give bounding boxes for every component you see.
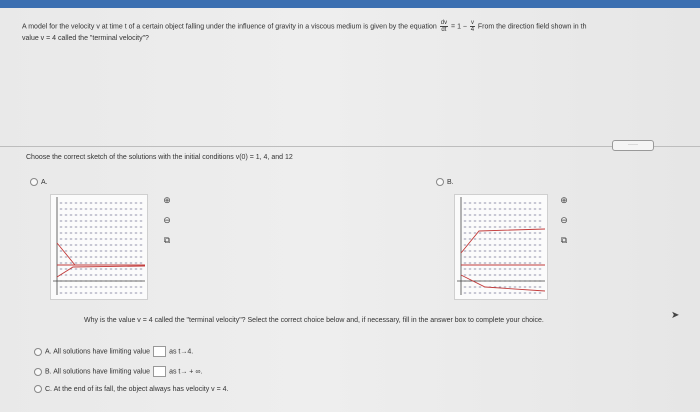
solution-curve-high-a	[57, 243, 145, 265]
question-part2: From the direction field shown in th	[477, 23, 587, 31]
part-b-prompt: Why is the value v = 4 called the "terminal velocity"? Select the correct choice below and, if necessary, fill in the answer box to complete your choice.	[84, 317, 544, 324]
rhs-fraction	[470, 20, 475, 33]
radio-icon[interactable]	[34, 348, 42, 356]
option-b-radio[interactable]	[436, 178, 454, 186]
solution-curve-low-a	[57, 266, 145, 277]
question-text	[22, 20, 700, 44]
open-external-icon[interactable]: ⧉	[560, 235, 568, 245]
option-a-label: A.	[41, 178, 48, 186]
choice-b-text: All solutions have limiting value	[53, 368, 151, 376]
radio-icon[interactable]	[30, 178, 38, 186]
zoom-in-icon[interactable]: ⊕	[560, 195, 568, 205]
choice-b-letter: B.	[45, 368, 52, 376]
choice-b-suffix: as t→ + ∞.	[169, 368, 203, 376]
zoom-out-icon[interactable]: ⊖	[163, 215, 171, 225]
equation-middle: = 1 −	[451, 23, 467, 31]
more-button[interactable]: ·····	[612, 140, 654, 151]
choice-c-letter: C.	[45, 385, 52, 393]
radio-icon[interactable]	[34, 385, 42, 393]
direction-field-a	[51, 195, 147, 299]
option-b-label: B.	[447, 178, 454, 186]
choice-a-text: All solutions have limiting value	[53, 348, 151, 356]
graph-option-a	[50, 194, 148, 300]
rhs-denominator: 4	[470, 27, 475, 33]
graph-option-b	[454, 194, 548, 300]
choice-a[interactable]	[34, 346, 193, 357]
choice-a-suffix: as t→4.	[169, 348, 194, 356]
derivative-fraction	[440, 20, 448, 33]
mouse-cursor-icon: ➤	[671, 310, 680, 321]
radio-icon[interactable]	[436, 178, 444, 186]
option-a-radio[interactable]	[30, 178, 48, 186]
choice-c[interactable]	[34, 385, 228, 393]
section-divider	[0, 146, 700, 147]
answer-box-b[interactable]	[153, 366, 166, 377]
question-line2: value v = 4 called the "terminal velocity"?	[22, 35, 149, 42]
choice-b[interactable]	[34, 366, 202, 377]
part-a-prompt: Choose the correct sketch of the solutions with the initial conditions v(0) = 1, 4, and 12	[26, 154, 293, 161]
radio-icon[interactable]	[34, 368, 42, 376]
derivative-denominator: dt	[441, 27, 447, 33]
direction-field-b	[455, 195, 547, 299]
solution-curve-low-b	[461, 275, 545, 291]
question-part1: A model for the velocity v at time t of a certain object falling under the influence of gravity in a viscous medium is given by the equation	[22, 23, 437, 31]
derivative-numerator: dv	[440, 20, 448, 26]
choice-a-letter: A.	[45, 348, 52, 356]
zoom-out-icon[interactable]: ⊖	[560, 215, 568, 225]
rhs-numerator: v	[470, 20, 474, 26]
top-accent-bar	[0, 0, 700, 8]
tools-option-a	[161, 194, 175, 254]
tools-option-b	[558, 194, 572, 254]
choice-c-text: At the end of its fall, the object always has velocity v = 4.	[53, 385, 229, 393]
solution-curve-high-b	[461, 229, 545, 253]
answer-box-a[interactable]	[153, 346, 166, 357]
zoom-in-icon[interactable]: ⊕	[163, 195, 171, 205]
open-external-icon[interactable]: ⧉	[163, 235, 171, 245]
